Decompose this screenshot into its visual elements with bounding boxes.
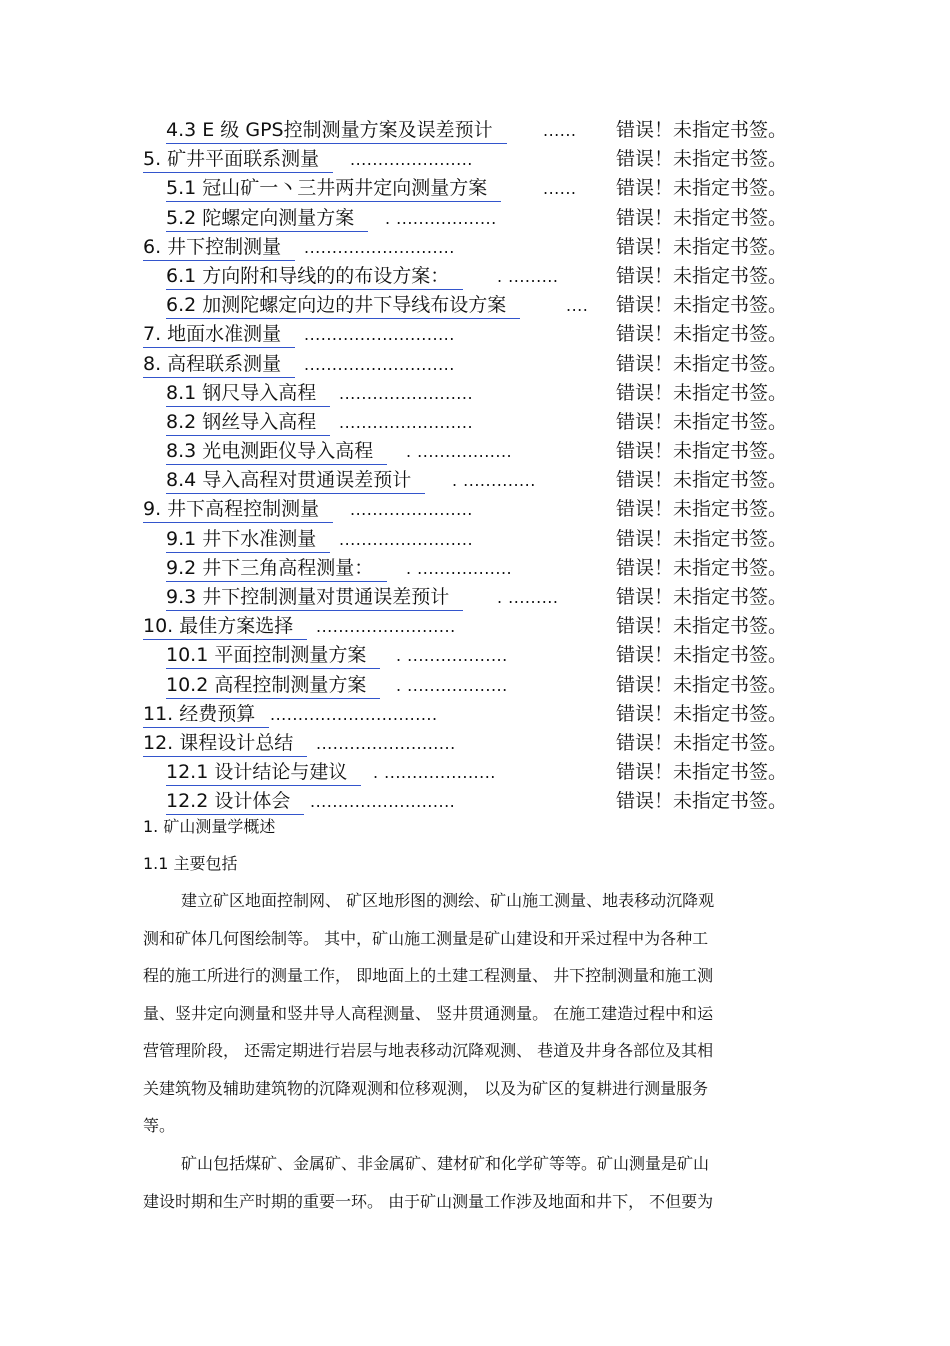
toc-page-reference-error: 错误！未指定书签。 <box>616 264 788 287</box>
toc-page-reference-error: 错误！未指定书签。 <box>616 235 788 258</box>
toc-entry-link[interactable]: 6. 井下控制测量 <box>143 235 295 261</box>
toc-leader-dots: . .................. <box>385 208 497 228</box>
toc-entry-link[interactable]: 9.3 井下控制测量对贯通误差预计 <box>166 585 463 611</box>
toc-leader-dots: ...................... <box>350 500 473 520</box>
paragraph-line: 营管理阶段， 还需定期进行岩层与地表移动沉降观测、 巷道及井身各部位及其相 <box>143 1041 714 1060</box>
toc-entry-link[interactable]: 9.1 井下水准测量 <box>166 527 330 553</box>
toc-page-reference-error: 错误！未指定书签。 <box>616 790 788 813</box>
toc-entry[interactable] <box>0 525 950 554</box>
toc-page-reference-error: 错误！未指定书签。 <box>616 731 788 754</box>
toc-entry-link[interactable]: 5. 矿井平面联系测量 <box>143 147 333 173</box>
section-heading: 1. 矿山测量学概述 <box>143 817 276 836</box>
toc-page-reference-error: 错误！未指定书签。 <box>616 323 788 346</box>
body-paragraph-1 <box>143 882 813 1145</box>
toc-page-reference-error: 错误！未指定书签。 <box>616 673 788 696</box>
toc-leader-dots: ........................ <box>339 383 474 403</box>
toc-entry-link[interactable]: 5.1 冠山矿一丶三井两井定向测量方案 <box>166 176 501 202</box>
toc-entry-link[interactable]: 8.4 导入高程对贯通误差预计 <box>166 468 425 494</box>
toc-page-reference-error: 错误！未指定书签。 <box>616 556 788 579</box>
toc-leader-dots: . .................... <box>373 763 496 783</box>
toc-entry-link[interactable]: 11. 经费预算 <box>143 702 269 728</box>
toc-entry-link[interactable]: 10.2 高程控制测量方案 <box>166 673 380 699</box>
toc-page-reference-error: 错误！未指定书签。 <box>616 469 788 492</box>
toc-entry-link[interactable]: 6.2 加测陀螺定向边的井下导线布设方案 <box>166 293 520 319</box>
toc-page-reference-error: 错误！未指定书签。 <box>616 615 788 638</box>
toc-entry[interactable] <box>0 612 950 641</box>
toc-entry[interactable] <box>0 233 950 262</box>
toc-entry-link[interactable]: 9.2 井下三角高程测量： <box>166 556 387 582</box>
toc-leader-dots: ........................... <box>304 325 455 345</box>
toc-page-reference-error: 错误！未指定书签。 <box>616 381 788 404</box>
toc-entry[interactable] <box>0 437 950 466</box>
toc-page-reference-error: 错误！未指定书签。 <box>616 586 788 608</box>
toc-entry-link[interactable]: 12.1 设计结论与建议 <box>166 760 361 786</box>
body-paragraph-2 <box>143 1145 813 1220</box>
toc-leader-dots: . .................. <box>396 646 508 666</box>
paragraph-line: 测和矿体几何图绘制等。 其中，矿山施工测量是矿山建设和开采过程中为各种工 <box>143 928 709 948</box>
toc-entry-link[interactable]: 6.1 方向附和导线的的布设方案： <box>166 264 463 290</box>
toc-entry[interactable] <box>0 174 950 203</box>
toc-leader-dots: .............................. <box>270 704 438 724</box>
toc-page-reference-error: 错误！未指定书签。 <box>616 206 788 229</box>
toc-page-reference-error: 错误！未指定书签。 <box>616 761 788 784</box>
toc-entry[interactable] <box>0 408 950 437</box>
toc-leader-dots: . .................. <box>396 675 508 695</box>
toc-leader-dots: ......................... <box>316 617 456 637</box>
toc-entry[interactable] <box>0 583 950 612</box>
toc-entry[interactable] <box>0 291 950 320</box>
toc-entry[interactable] <box>0 262 950 291</box>
toc-page-reference-error: 错误！未指定书签。 <box>616 644 788 667</box>
toc-leader-dots: .... <box>566 296 589 316</box>
toc-page-reference-error: 错误！未指定书签。 <box>616 527 788 550</box>
subsection-heading: 1.1 主要包括 <box>143 854 238 873</box>
toc-entry-link[interactable]: 10. 最佳方案选择 <box>143 614 307 640</box>
toc-entry[interactable] <box>0 671 950 700</box>
paragraph-line: 建设时期和生产时期的重要一环。 由于矿山测量工作涉及地面和井下， 不但要为 <box>143 1191 714 1211</box>
toc-entry-link[interactable]: 5.2 陀螺定向测量方案 <box>166 206 368 232</box>
toc-leader-dots: ........................... <box>304 354 455 374</box>
paragraph-line: 量、竖井定向测量和竖井导人高程测量、 竖井贯通测量。 在施工建造过程中和运 <box>143 1003 714 1023</box>
toc-entry[interactable] <box>0 379 950 408</box>
toc-page-reference-error: 错误！未指定书签。 <box>616 294 788 317</box>
toc-leader-dots: ........................ <box>339 529 474 549</box>
toc-leader-dots: ........................... <box>304 237 455 257</box>
paragraph-line: 程的施工所进行的测量工作， 即地面上的土建工程测量、 井下控制测量和施工测 <box>143 966 714 985</box>
toc-entry[interactable] <box>0 700 950 729</box>
toc-entry-link[interactable]: 4.3 E 级 GPS控制测量方案及误差预计 <box>166 118 507 144</box>
paragraph-line: 关建筑物及辅助建筑物的沉降观测和位移观测， 以及为矿区的复耕进行测量服务 <box>143 1078 709 1098</box>
toc-page-reference-error: 错误！未指定书签。 <box>616 119 788 141</box>
toc-page-reference-error: 错误！未指定书签。 <box>616 702 788 725</box>
paragraph-line: 等。 <box>143 1116 176 1135</box>
toc-leader-dots: . ................. <box>406 558 513 578</box>
toc-entry[interactable] <box>0 641 950 670</box>
toc-page-reference-error: 错误！未指定书签。 <box>616 440 788 463</box>
toc-entry[interactable] <box>0 320 950 349</box>
toc-leader-dots: . ......... <box>497 266 559 286</box>
toc-page-reference-error: 错误！未指定书签。 <box>616 410 788 433</box>
toc-leader-dots: ........................ <box>339 412 474 432</box>
toc-entry[interactable] <box>0 554 950 583</box>
table-of-contents <box>0 116 950 817</box>
toc-entry[interactable] <box>0 758 950 787</box>
toc-entry-link[interactable]: 10.1 平面控制测量方案 <box>166 643 380 669</box>
paragraph-line: 建立矿区地面控制网、 矿区地形图的测绘、矿山施工测量、地表移动沉降观 <box>181 891 715 910</box>
toc-leader-dots: ...................... <box>350 150 473 170</box>
toc-entry[interactable] <box>0 350 950 379</box>
toc-entry-link[interactable]: 8.3 光电测距仪导入高程 <box>166 439 387 465</box>
toc-leader-dots: ...... <box>543 121 577 140</box>
toc-entry[interactable] <box>0 729 950 758</box>
toc-leader-dots: . ................. <box>406 442 513 462</box>
toc-leader-dots: . ......... <box>497 588 559 607</box>
toc-leader-dots: ......................... <box>316 733 456 753</box>
toc-entry[interactable] <box>0 204 950 233</box>
toc-page-reference-error: 错误！未指定书签。 <box>616 177 788 200</box>
toc-entry-link[interactable]: 12. 课程设计总结 <box>143 731 307 757</box>
paragraph-line: 矿山包括煤矿、金属矿、非金属矿、建材矿和化学矿等等。矿山测量是矿山 <box>181 1154 710 1173</box>
toc-page-reference-error: 错误！未指定书签。 <box>616 498 788 521</box>
toc-entry[interactable] <box>0 116 950 145</box>
toc-entry[interactable] <box>0 787 950 816</box>
toc-entry[interactable] <box>0 495 950 524</box>
toc-entry-link[interactable]: 7. 地面水准测量 <box>143 322 295 348</box>
toc-leader-dots: .......................... <box>310 792 456 812</box>
toc-entry[interactable] <box>0 145 950 174</box>
toc-leader-dots: ...... <box>543 179 577 199</box>
toc-leader-dots: . ............. <box>452 471 536 491</box>
toc-entry-link[interactable]: 8.1 钢尺导入高程 <box>166 381 330 407</box>
toc-entry-link[interactable]: 9. 井下高程控制测量 <box>143 497 333 523</box>
toc-entry-link[interactable]: 12.2 设计体会 <box>166 789 304 815</box>
toc-entry[interactable] <box>0 466 950 495</box>
toc-entry-link[interactable]: 8. 高程联系测量 <box>143 352 295 378</box>
toc-entry-link[interactable]: 8.2 钢丝导入高程 <box>166 410 330 436</box>
toc-page-reference-error: 错误！未指定书签。 <box>616 148 788 171</box>
toc-page-reference-error: 错误！未指定书签。 <box>616 352 788 375</box>
